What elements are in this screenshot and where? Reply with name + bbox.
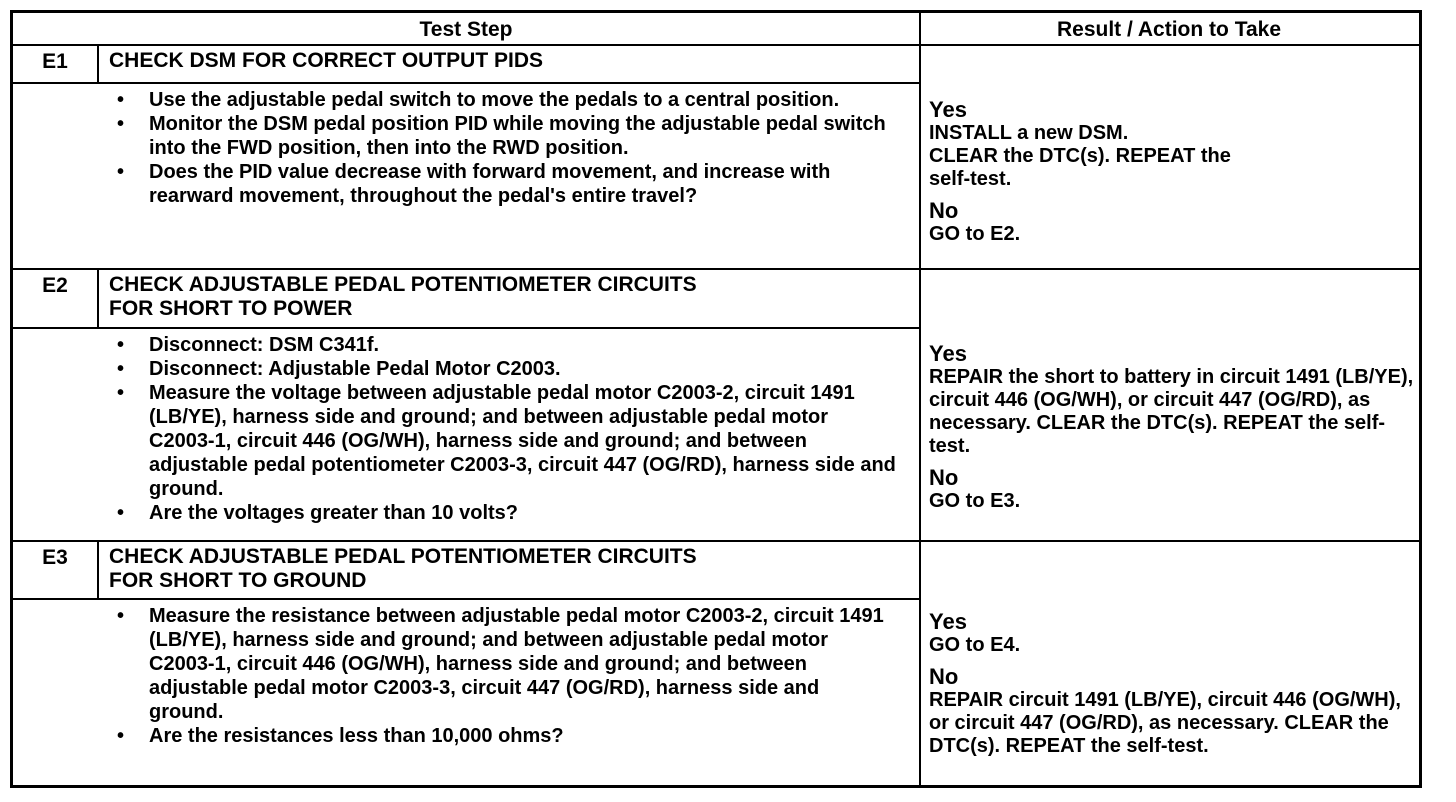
step-body (13, 84, 919, 270)
step-id: E2 (13, 270, 99, 327)
yes-action: INSTALL a new DSM. CLEAR the DTC(s). REPEAT the self-test. (929, 122, 1231, 190)
question-item: • Are the voltages greater than 10 volts? (117, 502, 519, 524)
step-bullets (109, 333, 899, 525)
step-e3 (13, 542, 1419, 785)
yes-action: REPAIR the short to battery in circuit 1491 (LB/YE), circuit 446 (OG/WH), or circuit 447 (OG/RD), as necessary. CLEAR the DTC(s). REPEAT the self-test. (929, 366, 1414, 457)
step-bullets (109, 604, 899, 748)
step-body (13, 600, 919, 785)
result-e3 (929, 610, 1419, 766)
question-item: • Are the resistances less than 10,000 ohms? (117, 725, 564, 747)
list-item: • Measure the voltage between adjustable pedal motor C2003-2, circuit 1491 (LB/YE), harness side and ground; and between adjustable pedal motor C2003-1, circuit 446 (OG/WH), harness side and ground; and between adjustable pedal potentiometer C2003-3, circuit 447 (OG/RD), harness side and ground. (117, 382, 896, 500)
no-label: No (929, 664, 959, 689)
yes-action: GO to E4. (929, 634, 1021, 656)
no-label: No (929, 198, 959, 223)
yes-label: Yes (929, 97, 967, 122)
no-action: GO to E3. (929, 490, 1021, 512)
step-id: E1 (13, 46, 99, 82)
list-item: • Measure the resistance between adjustable pedal motor C2003-2, circuit 1491 (LB/YE), harness side and ground; and between adjustable pedal motor C2003-1, circuit 446 (OG/WH), harness side and ground; and between adjustable pedal motor C2003-3, circuit 447 (OG/RD), harness side and ground. (117, 605, 884, 723)
yes-label: Yes (929, 609, 967, 634)
no-action: GO to E2. (929, 223, 1021, 245)
list-item: • Monitor the DSM pedal position PID while moving the adjustable pedal switch into the FWD position, then into the RWD position. (117, 113, 886, 159)
question-item: • Does the PID value decrease with forward movement, and increase with rearward movement, throughout the pedal's entire travel? (117, 161, 831, 207)
list-item: • Disconnect: Adjustable Pedal Motor C2003. (117, 358, 561, 380)
no-label: No (929, 465, 959, 490)
diagnostic-table (10, 10, 1422, 788)
step-id: E3 (13, 542, 99, 598)
step-header (13, 542, 919, 600)
yes-label: Yes (929, 341, 967, 366)
step-title: CHECK DSM FOR CORRECT OUTPUT PIDS (109, 49, 544, 72)
step-header (13, 270, 919, 329)
list-item: • Disconnect: DSM C341f. (117, 334, 380, 356)
test-step-header: Test Step (419, 18, 513, 41)
result-e2 (929, 342, 1419, 521)
list-item: • Use the adjustable pedal switch to move the pedals to a central position. (117, 89, 840, 111)
step-header (13, 46, 919, 84)
no-action: REPAIR circuit 1491 (LB/YE), circuit 446 (OG/WH), or circuit 447 (OG/RD), as necessary. CLEAR the DTC(s). REPEAT the self-test. (929, 689, 1401, 757)
result-e1 (929, 98, 1419, 254)
step-bullets (109, 88, 899, 208)
step-title: CHECK ADJUSTABLE PEDAL POTENTIOMETER CIRCUITS FOR SHORT TO GROUND (109, 545, 697, 592)
result-action-header: Result / Action to Take (1056, 18, 1282, 41)
step-title: CHECK ADJUSTABLE PEDAL POTENTIOMETER CIRCUITS FOR SHORT TO POWER (109, 273, 697, 320)
step-e1 (13, 46, 1419, 270)
step-e2 (13, 270, 1419, 542)
table-header (13, 13, 1419, 46)
step-body (13, 329, 919, 542)
